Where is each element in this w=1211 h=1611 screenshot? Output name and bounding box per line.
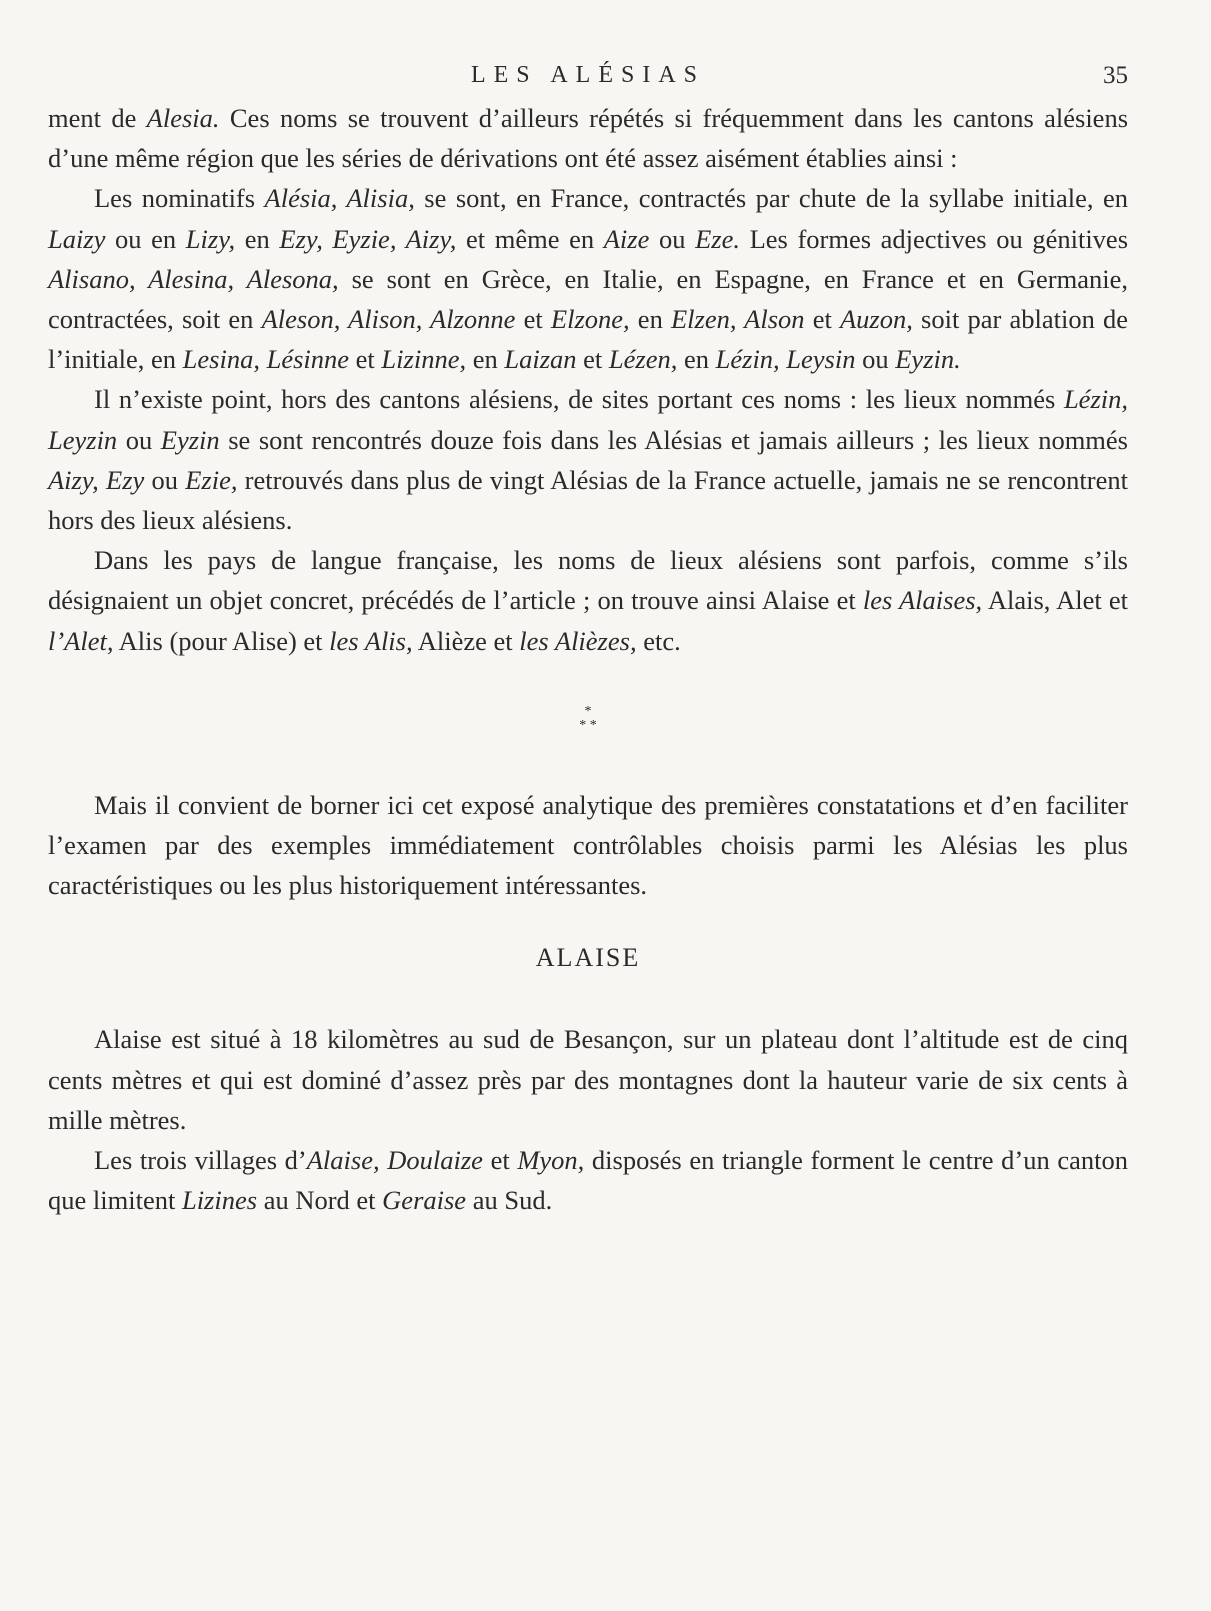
italic-run: l’Alet, <box>48 625 114 656</box>
italic-run: Laizy <box>48 223 106 254</box>
text-run: Les formes adjectives ou génitives <box>739 223 1129 254</box>
italic-run: les Alis, <box>329 625 413 656</box>
italic-run: Lézin, Leysin <box>715 344 856 375</box>
paragraph <box>48 379 1128 540</box>
text-run: se sont, en France, contractés par chute de la syllabe initiale, en <box>414 183 1128 214</box>
italic-run: Myon, <box>517 1145 585 1176</box>
text-run: Alièze et <box>412 625 520 656</box>
italic-run: Eyzin <box>160 424 220 455</box>
text-run: se sont en Grèce, en Italie, en Espagne, en France et en Germanie, contractées, soit en <box>48 263 1128 335</box>
text-run: au Sud. <box>466 1185 553 1216</box>
text-run: en <box>235 223 280 254</box>
text-run: ou <box>649 223 696 254</box>
text-run: se sont rencontrés douze fois dans les Alésias et jamais ailleurs ; les lieux nommés <box>219 424 1128 455</box>
text-run: Les trois villages d’ <box>94 1145 307 1176</box>
italic-run: Alesia. <box>146 103 220 133</box>
section-heading: ALAISE <box>535 943 641 973</box>
italic-run: Laizan <box>504 344 577 375</box>
italic-run: Alésia, Alisia, <box>264 183 415 214</box>
book-page <box>48 58 1128 1220</box>
italic-run: Alaise, Doulaize <box>306 1145 483 1176</box>
italic-run: Lizinne, <box>381 344 467 375</box>
italic-run: les Alièzes, <box>519 625 637 656</box>
paragraph <box>48 98 1128 178</box>
text-run: et <box>482 1145 518 1176</box>
running-head <box>48 58 1128 98</box>
section-ornament <box>48 705 1128 733</box>
italic-run: Lesina, Lésinne <box>182 344 350 375</box>
text-run: ou <box>144 464 186 495</box>
italic-run: Eyzin. <box>895 344 961 375</box>
text-run: etc. <box>636 625 681 656</box>
text-run: Dans les pays de langue française, les noms de lieux alésiens sont parfois, comme s’ils désignaient un objet concret, précédés de l’article ; on trouve ainsi Alaise et <box>48 545 1128 616</box>
italic-run: Elzen, Alson <box>670 304 805 335</box>
text-run: soit par ablation de l’initiale, en <box>48 304 1129 375</box>
text-run: en <box>629 304 671 335</box>
text-run: ou <box>117 424 161 455</box>
italic-run: Aizy, Ezy <box>48 464 145 495</box>
body-text-block-1 <box>48 98 1128 661</box>
italic-run: Aize <box>603 223 650 254</box>
italic-run: Auzon, <box>839 304 913 335</box>
italic-run: Lizines <box>181 1185 258 1216</box>
running-title: LES ALÉSIAS <box>470 62 705 88</box>
italic-run: les Alaises, <box>862 585 983 616</box>
text-run: Il n’existe point, hors des cantons alésiens, de sites portant ces noms : les lieux nommés <box>94 384 1064 415</box>
italic-run: Lézin, Leyzin <box>48 384 1128 455</box>
text-run: Alis (pour Alise) et <box>113 625 330 656</box>
text-run: ou <box>855 344 896 375</box>
text-run: et <box>349 344 382 375</box>
italic-run: Geraise <box>382 1185 467 1216</box>
body-text-block-3 <box>48 1019 1128 1220</box>
text-run: retrouvés dans plus de vingt Alésias de la France actuelle, jamais ne se rencontrent hors des lieux alésiens. <box>48 464 1128 536</box>
paragraph <box>48 540 1128 661</box>
body-text-block-2 <box>48 785 1128 906</box>
italic-run: Elzone, <box>550 304 630 335</box>
text-run: ou en <box>105 223 186 254</box>
text-run: Alaise est situé à 18 kilomètres au sud de Besançon, sur un plateau dont l’altitude est de cinq cents mètres et qui est dominé d’assez près par des montagnes dont la hauteur varie de six cents à mille mètres. <box>48 1024 1128 1135</box>
italic-run: Ezy, Eyzie, Aizy, <box>279 223 457 254</box>
paragraph <box>48 1019 1128 1140</box>
text-run: et <box>576 344 609 375</box>
italic-run: Lizy, <box>185 223 236 254</box>
text-run: en <box>677 344 716 375</box>
paragraph <box>48 178 1128 379</box>
text-run: et <box>515 304 551 335</box>
text-run: Mais il convient de borner ici cet exposé analytique des premières constatations et d’en faciliter l’examen par des exemples immédiatement contrôlables choisis parmi les Alésias les plus caractéristiques ou les plus historiquement intéressantes. <box>48 789 1128 901</box>
text-run: Alais, Alet et <box>982 585 1129 616</box>
text-run: disposés en triangle forment le centre d’un canton que limitent <box>48 1145 1128 1216</box>
italic-run: Lézen, <box>608 344 678 375</box>
text-run: Ces noms se trouvent d’ailleurs répétés si fréquemment dans les cantons alésiens d’une même région que les séries de dérivations ont été assez aisément établies ainsi : <box>48 103 1129 174</box>
text-run: ment de <box>48 103 147 133</box>
text-run: Les nominatifs <box>94 183 265 214</box>
page-number: 35 <box>1103 62 1128 89</box>
italic-run: Ezie, <box>185 464 238 495</box>
text-run: en <box>466 344 505 375</box>
italic-run: Eze. <box>695 223 740 254</box>
text-run: et <box>804 304 840 335</box>
ornament-star-top: * <box>584 703 592 719</box>
italic-run: Alisano, Alesina, Alesona, <box>48 263 339 294</box>
ornament-star-bottom: * * <box>579 717 597 733</box>
paragraph <box>48 785 1128 906</box>
paragraph <box>48 1140 1128 1220</box>
text-run: au Nord et <box>257 1185 383 1216</box>
italic-run: Aleson, Alison, Alzonne <box>261 304 516 335</box>
text-run: et même en <box>456 223 604 254</box>
